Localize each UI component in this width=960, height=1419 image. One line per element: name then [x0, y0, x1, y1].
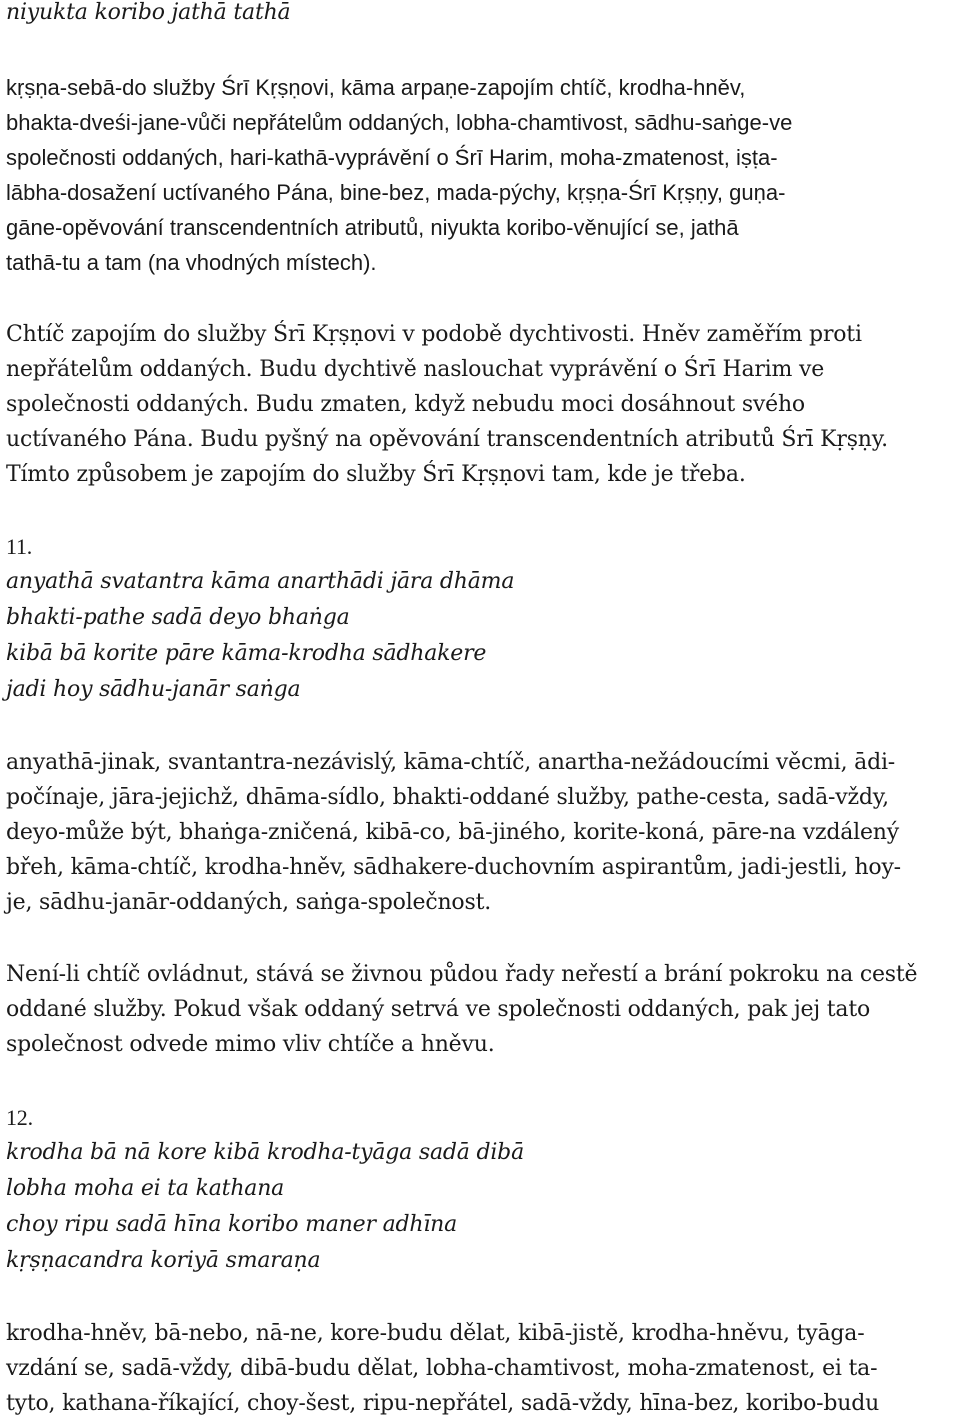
translation11-line: společnost odvede mimo vliv chtíče a hněvu.: [6, 1032, 495, 1057]
verse12-line: lobha moha ei ta kathana: [6, 1176, 285, 1201]
synonyms10-line: tathā-tu a tam (na vhodných místech).: [6, 250, 377, 275]
translation10-line: nepřátelům oddaných. Budu dychtivě naslouchat vyprávění o Śrī Harim ve: [6, 357, 825, 382]
translation10-line: uctívaného Pána. Budu pyšný na opěvování transcendentních atributů Śrī Kṛṣṇy.: [6, 427, 888, 452]
synonyms11-line: počínaje, jāra-jejichž, dhāma-sídlo, bhakti-oddané služby, pathe-cesta, sadā-vždy,: [6, 785, 889, 810]
verse12-line: krodha bā nā kore kibā krodha-tyāga sadā dibā: [6, 1140, 524, 1165]
synonyms11-line: je, sādhu-janār-oddaných, saṅga-společnost.: [6, 890, 492, 915]
verse12-number: 12.: [6, 1105, 33, 1130]
translation11-line: Není-li chtíč ovládnut, stává se živnou půdou řady neřestí a brání pokroku na cestě: [6, 962, 918, 987]
verse10-last-line: niyukta koribo jathā tathā: [6, 0, 291, 25]
synonyms11-line: břeh, kāma-chtíč, krodha-hněv, sādhakere-duchovním aspirantům, jadi-jestli, hoy-: [6, 855, 901, 880]
translation10-line: Chtíč zapojím do služby Śrī Kṛṣṇovi v podobě dychtivosti. Hněv zaměřím proti: [6, 322, 862, 347]
synonyms10-line: gāne-opěvování transcendentních atributů, niyukta koribo-věnující se, jathā: [6, 215, 739, 240]
synonyms10-line: společnosti oddaných, hari-kathā-vyprávění o Śrī Harim, moha-zmatenost, iṣṭa-: [6, 145, 778, 170]
verse11-line: kibā bā korite pāre kāma-krodha sādhakere: [6, 641, 487, 666]
verse11-line: bhakti-pathe sadā deyo bhaṅga: [6, 605, 350, 630]
synonyms10-line: kṛṣṇa-sebā-do služby Śrī Kṛṣṇovi, kāma arpaṇe-zapojím chtíč, krodha-hněv,: [6, 75, 746, 100]
verse11-line: anyathā svatantra kāma anarthādi jāra dhāma: [6, 569, 515, 594]
verse12-line: kṛṣṇacandra koriyā smaraṇa: [6, 1248, 321, 1273]
synonyms11-line: deyo-může být, bhaṅga-zničená, kibā-co, bā-jiného, korite-koná, pāre-na vzdálený: [6, 820, 899, 845]
synonyms12-line: tyto, kathana-říkající, choy-šest, ripu-nepřátel, sadā-vždy, hīna-bez, koribo-budu: [6, 1391, 880, 1416]
translation10-line: Tímto způsobem je zapojím do služby Śrī Kṛṣṇovi tam, kde je třeba.: [6, 462, 746, 487]
synonyms10-line: bhakta-dveśi-jane-vůči nepřátelům oddaných, lobha-chamtivost, sādhu-saṅge-ve: [6, 110, 793, 135]
synonyms11-line: anyathā-jinak, svantantra-nezávislý, kāma-chtíč, anartha-nežádoucími věcmi, ādi-: [6, 750, 896, 775]
verse11-number: 11.: [6, 534, 33, 559]
synonyms12-line: krodha-hněv, bā-nebo, nā-ne, kore-budu dělat, kibā-jistě, krodha-hněvu, tyāga-: [6, 1321, 865, 1346]
translation10-line: společnosti oddaných. Budu zmaten, když nebudu moci dosáhnout svého: [6, 392, 805, 417]
translation11-line: oddané služby. Pokud však oddaný setrvá ve společnosti oddaných, pak jej tato: [6, 997, 871, 1022]
verse11-line: jadi hoy sādhu-janār saṅga: [6, 677, 301, 702]
synonyms12-line: vzdání se, sadā-vždy, dibā-budu dělat, lobha-chamtivost, moha-zmatenost, ei ta-: [6, 1356, 878, 1381]
synonyms10-line: lābha-dosažení uctívaného Pána, bine-bez, mada-pýchy, kṛṣṇa-Śrī Kṛṣṇy, guṇa-: [6, 180, 786, 205]
verse12-line: choy ripu sadā hīna koribo maner adhīna: [6, 1212, 458, 1237]
